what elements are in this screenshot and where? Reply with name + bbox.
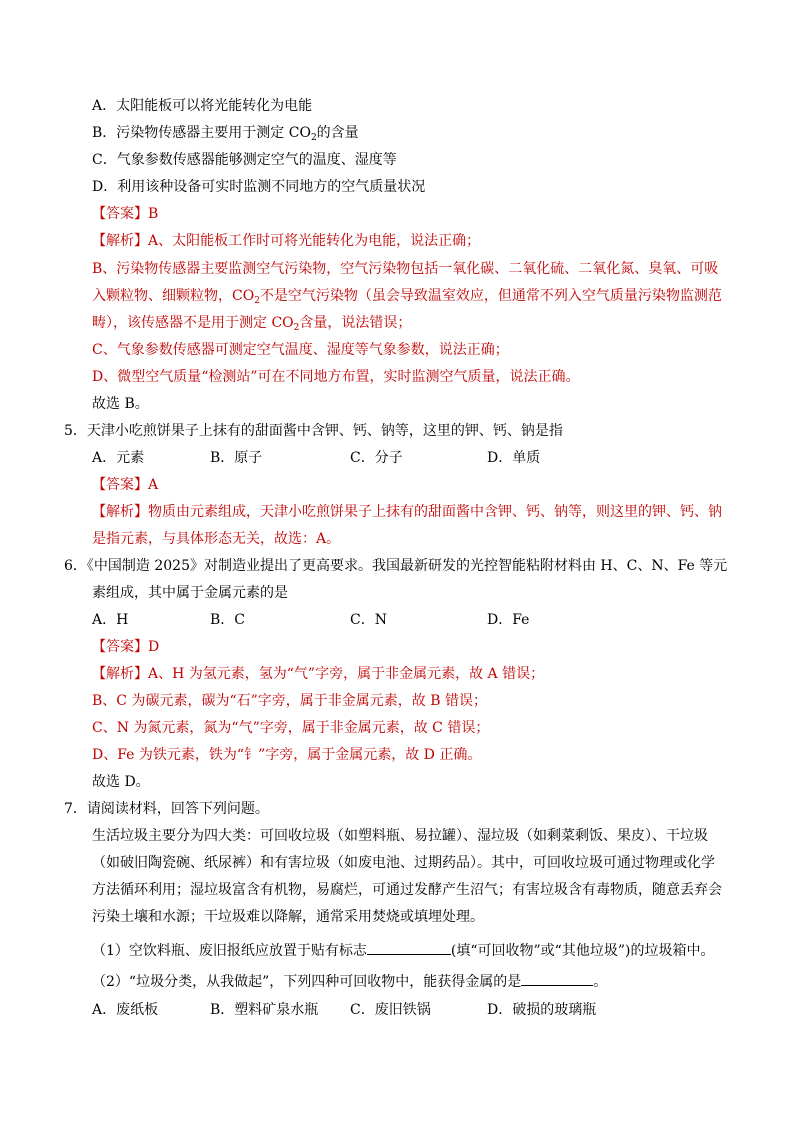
q6-explanation-line: [92, 664, 544, 684]
q5-stem: 5．天津小吃煎饼果子上抹有的甜面酱中含钾、钙、钠等，这里的钾、钙、钠是指: [64, 423, 563, 439]
subscript: 2: [293, 323, 300, 333]
q5-explanation-line: 是指元素，与具体形态无关，故选：A。: [92, 531, 341, 547]
q6-option-a: A．H: [92, 612, 129, 628]
q5-option-c: C．分子: [350, 450, 403, 466]
q4-option-d: D．利用该种设备可实时监测不同地方的空气质量状况: [92, 179, 426, 195]
q7-option-c: C．废旧铁锅: [350, 1002, 431, 1018]
q4-answer: [92, 204, 158, 224]
subscript: 2: [254, 296, 260, 306]
q5-option-d: D．单质: [487, 450, 541, 466]
q4-explanation-line: B、污染物传感器主要监测空气污染物，空气污染物包括一氧化碳、二氧化硫、二氧化氮、臭氧、可吸: [92, 261, 719, 277]
q6-explanation-line: D、Fe 为铁元素，铁为“钅”字旁，属于金属元素，故 D 正确。: [92, 747, 482, 763]
subquestion-text: （1）空饮料瓶、废旧报纸应放置于贴有标志: [92, 943, 367, 959]
answer-label: 【答案】: [92, 477, 148, 493]
answer-value: A: [148, 477, 159, 493]
subquestion-text: （2）“垃圾分类，从我做起”，下列四种可回收物中，能获得金属的是: [92, 974, 522, 990]
q7-option-b: B．塑料矿泉水瓶: [210, 1002, 319, 1018]
q6-conclusion: 故选 D。: [92, 774, 150, 790]
q6-option-d: D．Fe: [487, 612, 530, 628]
explanation-text: 入颗粒物、细颗粒物，CO: [92, 288, 255, 304]
q6-option-b: B．C: [210, 612, 245, 628]
explanation-label: 【解析】: [92, 666, 148, 682]
answer-blank[interactable]: [367, 940, 451, 955]
q7-subquestion-2: [92, 971, 607, 992]
q4-option-b-tail: 的含量: [316, 125, 359, 141]
answer-label: 【答案】: [92, 639, 148, 655]
explanation-text: A、太阳能板工作时可将光能转化为电能，说法正确；: [148, 233, 481, 249]
q6-stem-line: 素组成，其中属于金属元素的是: [92, 585, 288, 601]
answer-blank[interactable]: [521, 971, 593, 986]
answer-value: B: [148, 206, 159, 222]
q4-explanation-line: [92, 313, 411, 333]
explanation-label: 【解析】: [92, 504, 148, 520]
q4-explanation-line: C、气象参数传感器可测定空气温度、湿度等气象参数，说法正确；: [92, 342, 509, 358]
explanation-text: 含量，说法错误；: [299, 315, 412, 331]
q4-option-b-subscript: 2: [310, 133, 317, 143]
explanation-text: 物质由元素组成，天津小吃煎饼果子上抹有的甜面酱中含钾、钙、钠等，则这里的钾、钙、钠: [148, 504, 722, 520]
q7-material-line: 方法循环利用；湿垃圾富含有机物，易腐烂，可通过发酵产生沼气；有害垃圾含有毒物质，随意丢弃会: [92, 882, 722, 898]
q6-explanation-line: C、N 为氮元素，氮为“气”字旁，属于非金属元素，故 C 错误；: [92, 720, 490, 736]
explanation-label: 【解析】: [92, 233, 148, 249]
answer-value: D: [148, 639, 160, 655]
q7-subquestion-1: [92, 940, 714, 961]
q6-answer: [92, 637, 159, 657]
q7-option-a: A．废纸板: [92, 1002, 159, 1018]
q5-option-a: A．元素: [92, 450, 145, 466]
q7-material-line: 生活垃圾主要分为四大类：可回收垃圾（如塑料瓶、易拉罐）、湿垃圾（如剩菜剩饭、果皮）、干垃圾: [92, 828, 708, 844]
q4-explanation-line: [92, 286, 722, 306]
answer-label: 【答案】: [92, 206, 148, 222]
q7-option-d: D．破损的玻璃瓶: [487, 1002, 597, 1018]
q5-answer: [92, 475, 158, 495]
q7-material-line: （如破旧陶瓷碗、纸尿裤）和有害垃圾（如废电池、过期药品）。其中，可回收垃圾可通过物理或化学: [92, 855, 715, 871]
q6-option-c: C．N: [350, 612, 387, 628]
q4-option-c: C．气象参数传感器能够测定空气的温度、湿度等: [92, 152, 397, 168]
q4-option-b: [92, 123, 359, 143]
q4-option-a: A．太阳能板可以将光能转化为电能: [92, 98, 313, 114]
subquestion-text: (填“可回收物”或“其他垃圾”)的垃圾箱中。: [450, 943, 715, 959]
explanation-text: A、H 为氢元素，氢为“气”字旁，属于非金属元素，故 A 错误；: [148, 666, 545, 682]
q4-conclusion: 故选 B。: [92, 396, 149, 412]
q6-explanation-line: B、C 为碳元素，碳为“石”字旁，属于非金属元素，故 B 错误；: [92, 693, 487, 709]
q4-option-b-text: B．污染物传感器主要用于测定 CO: [92, 125, 311, 141]
explanation-text: 不是空气污染物（虽会导致温室效应，但通常不列入空气质量污染物监测范: [259, 288, 722, 304]
q7-stem: 7．请阅读材料，回答下列问题。: [64, 801, 269, 817]
q5-explanation-line: [92, 502, 722, 522]
q4-explanation-line: [92, 231, 480, 251]
q6-stem-line: 6．《中国制造 2025》对制造业提出了更高要求。我国最新研发的光控智能粘附材料由 H、C、N、Fe 等元: [64, 558, 728, 574]
q4-explanation-line: D、微型空气质量“检测站”可在不同地方布置，实时监测空气质量，说法正确。: [92, 369, 580, 385]
explanation-text: 畴），该传感器不是用于测定 CO: [92, 315, 294, 331]
q5-option-b: B．原子: [210, 450, 263, 466]
q7-material-line: 污染土壤和水源；干垃圾难以降解，通常采用焚烧或填埋处理。: [92, 909, 484, 925]
subquestion-text: 。: [593, 974, 608, 990]
